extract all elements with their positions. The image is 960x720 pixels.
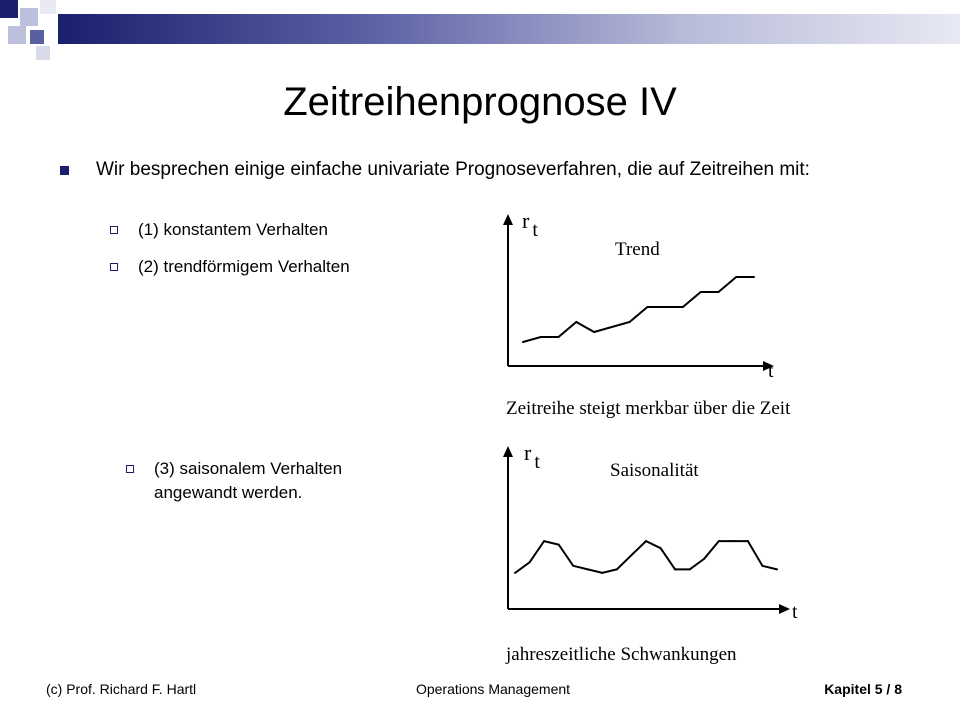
- data-point: [514, 572, 516, 574]
- chart-caption: Zeitreihe steigt merkbar über die Zeit: [506, 398, 791, 419]
- data-point: [629, 321, 631, 323]
- data-point: [703, 558, 705, 560]
- data-point: [664, 306, 666, 308]
- data-point: [753, 276, 755, 278]
- data-point: [529, 561, 531, 563]
- data-point: [646, 306, 648, 308]
- data-point: [587, 568, 589, 570]
- data-point: [761, 565, 763, 567]
- logo-square-mid: [30, 30, 44, 44]
- data-point: [575, 321, 577, 323]
- footer-author: (c) Prof. Richard F. Hartl: [46, 681, 197, 697]
- series-line: [523, 277, 754, 342]
- x-axis-label: t: [768, 360, 774, 382]
- data-point: [572, 565, 574, 567]
- data-point: [616, 568, 618, 570]
- data-point: [718, 291, 720, 293]
- data-point: [700, 291, 702, 293]
- data-point: [630, 554, 632, 556]
- data-point: [689, 568, 691, 570]
- bullet-square-icon: [60, 166, 69, 175]
- sub-item-constant: (1) konstantem Verhalten: [138, 220, 328, 239]
- sub-item-seasonal: (3) saisonalem Verhalten angewandt werden.: [154, 459, 343, 502]
- logo-square-pale: [40, 0, 56, 14]
- sub-bullet-icon: [126, 465, 134, 473]
- y-axis-label: r t: [522, 208, 538, 241]
- data-point: [645, 540, 647, 542]
- data-point: [660, 547, 662, 549]
- data-point: [732, 540, 734, 542]
- data-point: [776, 568, 778, 570]
- logo-square-light: [8, 26, 26, 44]
- x-axis-label: t: [792, 601, 798, 623]
- chart-title: Saisonalität: [610, 460, 699, 481]
- data-point: [558, 336, 560, 338]
- data-point: [682, 306, 684, 308]
- data-point: [611, 326, 613, 328]
- series-line: [515, 541, 777, 573]
- chart-title: Trend: [615, 239, 660, 260]
- data-point: [540, 336, 542, 338]
- sub-item-trend: (2) trendförmigem Verhalten: [138, 257, 350, 276]
- sub-bullet-icon: [110, 263, 118, 271]
- data-point: [747, 540, 749, 542]
- slide-title: Zeitreihenprognose IV: [283, 80, 677, 124]
- data-point: [601, 572, 603, 574]
- seasonal-chart: [470, 432, 850, 672]
- data-point: [735, 276, 737, 278]
- data-point: [558, 544, 560, 546]
- y-axis-arrow-icon: [503, 446, 513, 457]
- data-point: [718, 540, 720, 542]
- footer-chapter: Kapitel 5 / 8: [824, 681, 902, 697]
- y-axis-label: r t: [524, 440, 540, 473]
- sub-bullet-icon: [110, 226, 118, 234]
- data-point: [674, 568, 676, 570]
- header-gradient-bar: [58, 14, 960, 44]
- data-point: [593, 331, 595, 333]
- y-axis-arrow-icon: [503, 214, 513, 225]
- chart-caption: jahreszeitliche Schwankungen: [506, 644, 737, 665]
- footer-course: Operations Management: [415, 681, 571, 697]
- logo-square-pale: [36, 46, 50, 60]
- data-point: [522, 341, 524, 343]
- trend-chart: [470, 200, 850, 430]
- logo-square-light: [20, 8, 38, 26]
- data-point: [543, 540, 545, 542]
- x-axis-arrow-icon: [779, 604, 790, 614]
- bullet-text: Wir besprechen einige einfache univariate Prognoseverfahren, die auf Zeitreihen mit:: [96, 159, 810, 180]
- logo-square-dark: [0, 0, 18, 18]
